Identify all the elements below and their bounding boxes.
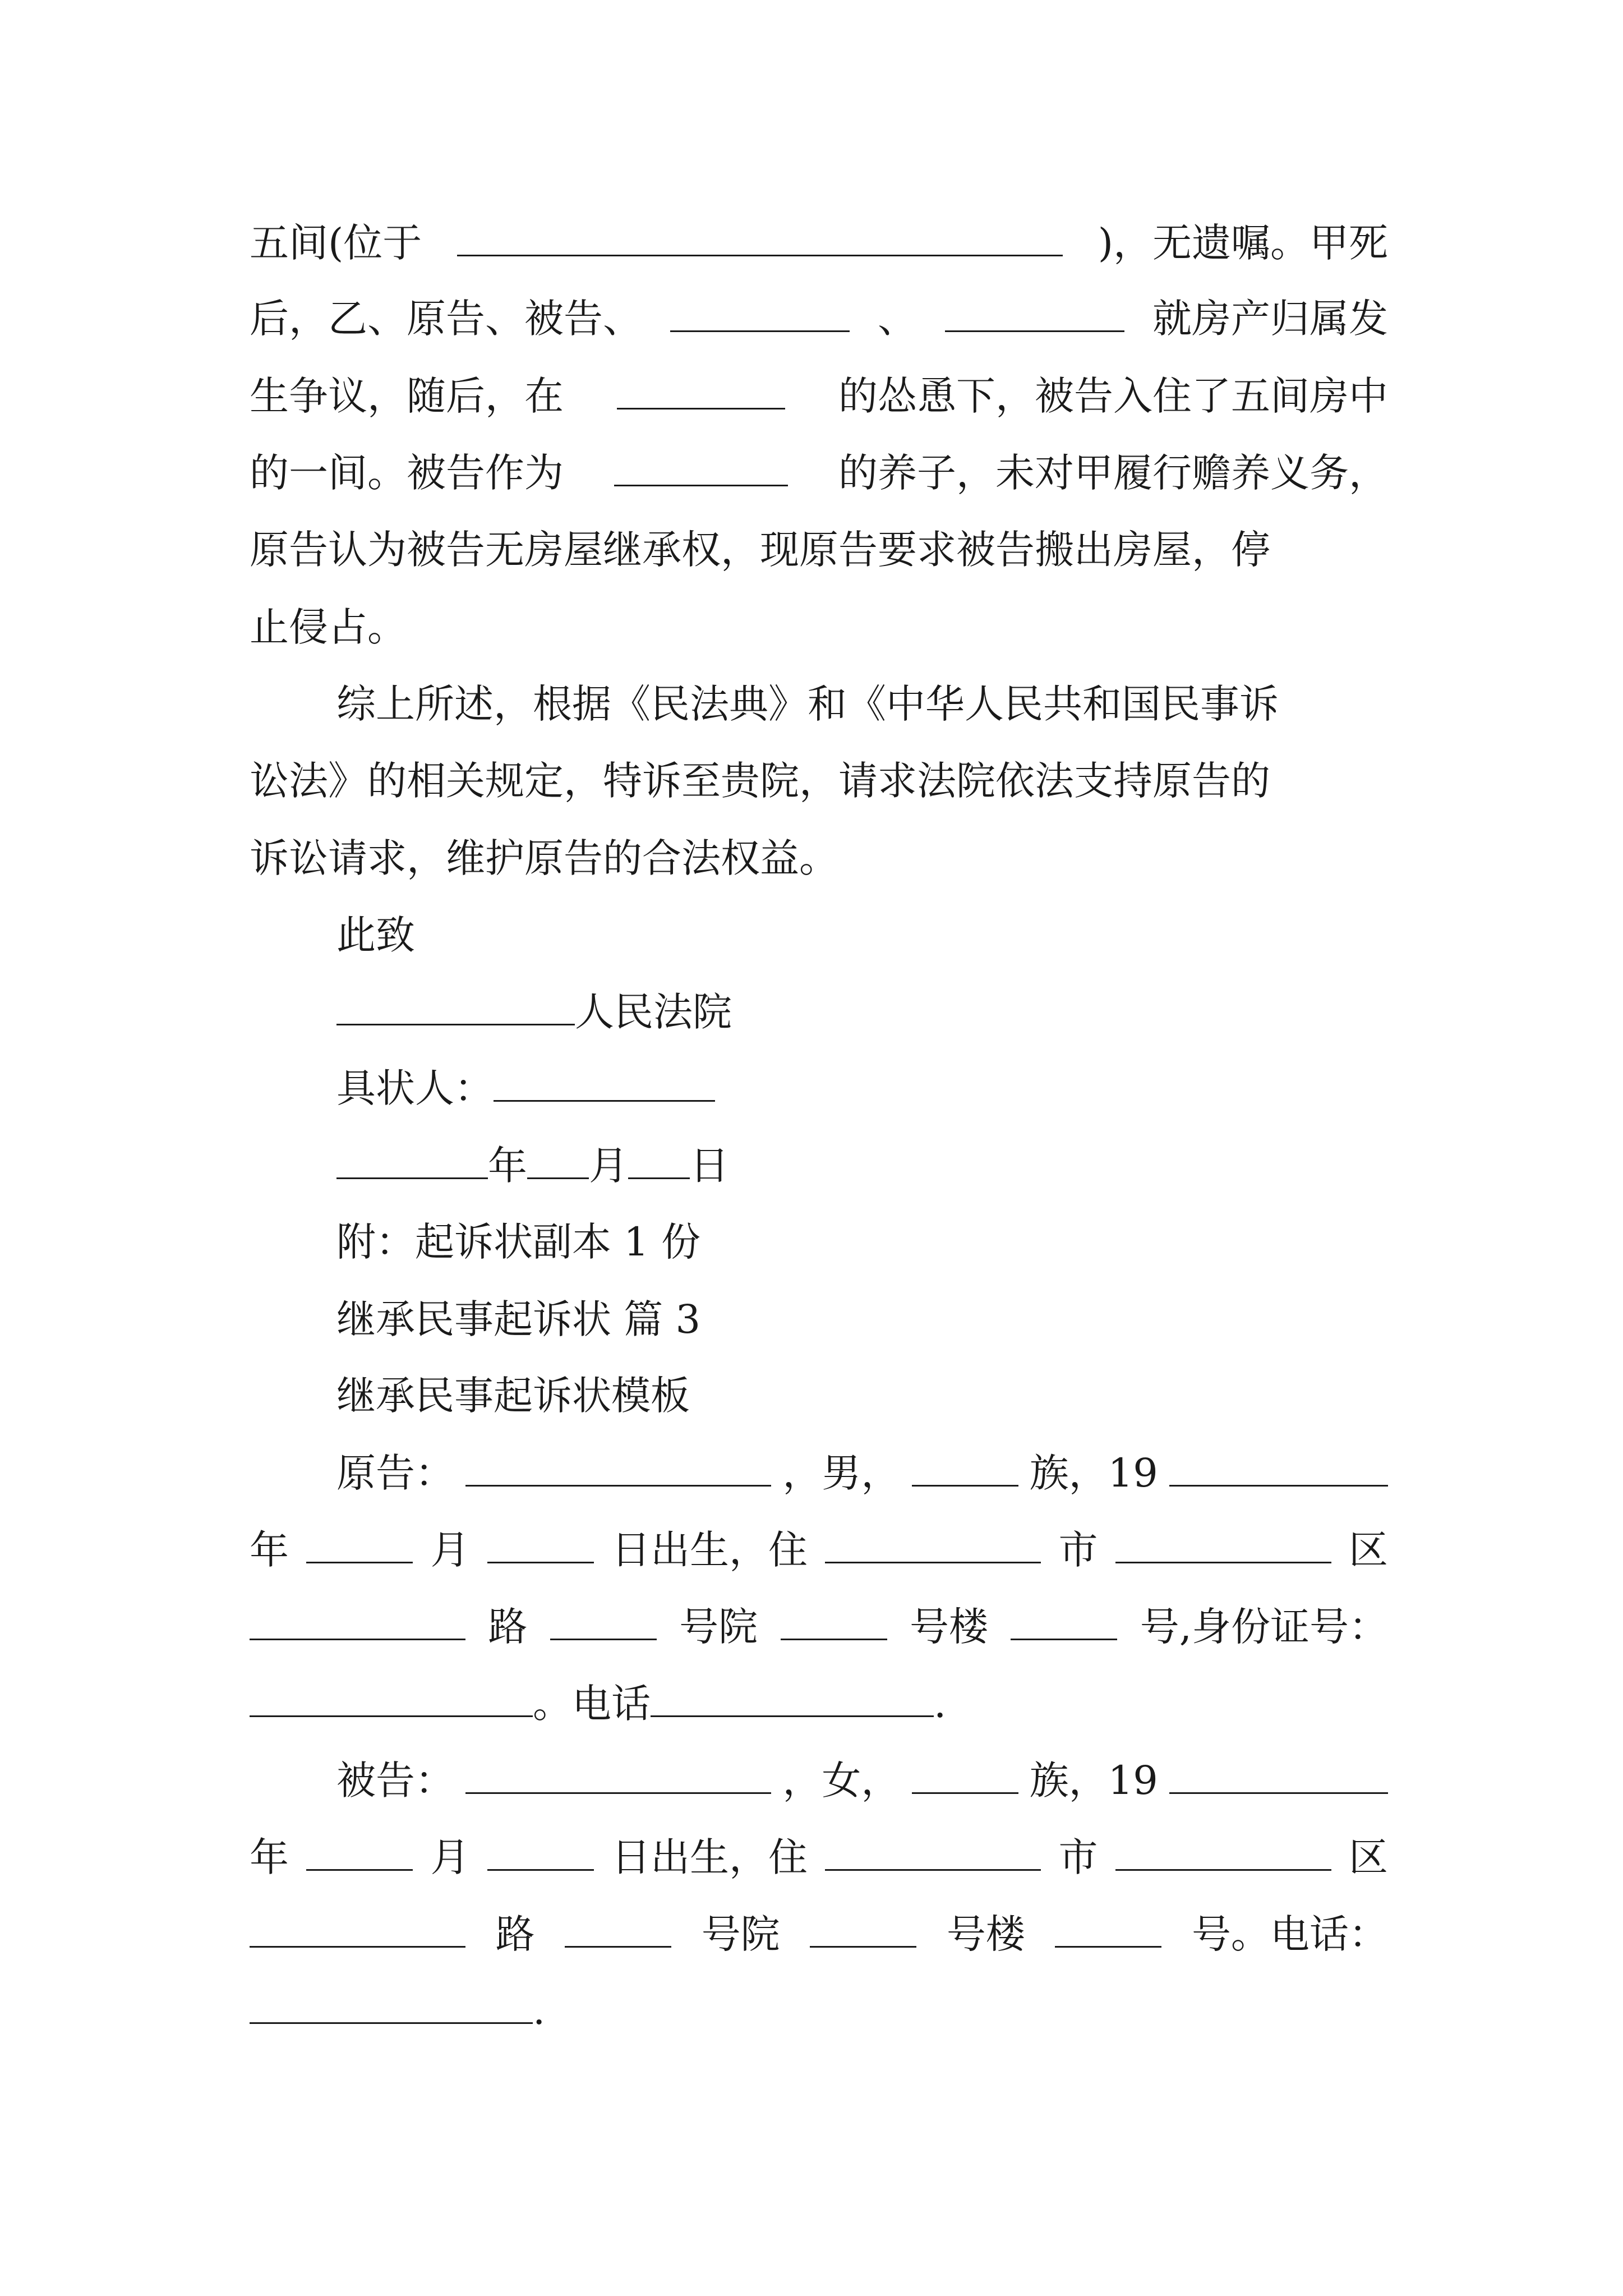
paragraph-line-6: 止侵占。 — [250, 604, 407, 650]
text-segment: 具状人： — [336, 1065, 494, 1111]
text-segment: 月 — [430, 1527, 470, 1573]
blank-plaintiff-birth-year — [1169, 1448, 1388, 1487]
text-segment: 生争议，随后，在 — [250, 373, 564, 419]
section-heading: 继承民事起诉状 篇 3 — [336, 1296, 701, 1342]
text-segment: )，无遗嘱。甲死 — [1098, 220, 1388, 266]
text-segment: 区 — [1349, 1527, 1388, 1573]
blank-signer — [494, 1063, 715, 1102]
text-segment: 日出生，住 — [611, 1834, 808, 1880]
text-segment: 后，乙、原告、被告、 — [250, 296, 642, 342]
text-segment: 、 — [878, 296, 917, 342]
text-segment: 日出生，住 — [611, 1527, 808, 1573]
blank-plaintiff-name — [465, 1448, 771, 1487]
text-segment: 路 — [495, 1911, 535, 1957]
text-segment: 号院 — [701, 1911, 780, 1957]
blank-plaintiff-ethnicity — [912, 1448, 1018, 1487]
paragraph-line-5: 原告认为被告无房屋继承权，现原告要求被告搬出房屋，停 — [250, 527, 1270, 573]
defendant-line-1 — [336, 1755, 1388, 1806]
attachment-line: 附：起诉状副本 1 份 — [336, 1219, 701, 1265]
text-segment: 被告： — [336, 1757, 454, 1803]
text-segment: 年 — [250, 1834, 289, 1880]
text-segment: 日 — [690, 1143, 729, 1189]
signer-line — [336, 1062, 1388, 1114]
blank-plaintiff-district — [1115, 1525, 1331, 1563]
blank-defendant-road — [250, 1909, 465, 1948]
text-segment: 就房产归属发 — [1152, 296, 1388, 342]
plaintiff-line-3 — [250, 1601, 1388, 1653]
salutation: 此致 — [336, 912, 415, 958]
text-segment: . — [533, 1987, 546, 2033]
blank-defendant-unit — [1055, 1909, 1161, 1948]
text-segment: 月 — [589, 1143, 628, 1189]
conclusion-line-1: 综上所述，根据《民法典》和《中华人民共和国民事诉 — [336, 681, 1279, 727]
blank-defendant-day — [487, 1832, 594, 1871]
blank-plaintiff-phone — [651, 1678, 934, 1717]
blank-adoptive-parent — [614, 448, 788, 486]
defendant-line-2 — [250, 1832, 1388, 1883]
text-segment: 五间(位于 — [250, 220, 422, 266]
date-line — [336, 1140, 1388, 1191]
text-segment: 月 — [430, 1834, 470, 1880]
blank-defendant-city — [825, 1832, 1041, 1871]
blank-defendant-month — [306, 1832, 413, 1871]
text-segment: 市 — [1058, 1527, 1098, 1573]
blank-party-1 — [670, 293, 850, 332]
text-segment: 路 — [488, 1604, 528, 1650]
text-segment: 号。电话： — [1191, 1911, 1388, 1957]
text-segment: . — [934, 1681, 947, 1727]
text-segment: 的一间。被告作为 — [250, 450, 564, 496]
blank-plaintiff-month — [306, 1525, 413, 1563]
blank-defendant-courtyard — [565, 1909, 671, 1948]
court-line — [336, 986, 1388, 1038]
blank-defendant-phone — [250, 1985, 533, 2024]
template-title: 继承民事起诉状模板 — [336, 1373, 690, 1419]
blank-plaintiff-unit — [1011, 1602, 1117, 1640]
blank-plaintiff-road — [250, 1602, 465, 1640]
blank-plaintiff-id — [250, 1678, 533, 1717]
blank-defendant-birth-year — [1169, 1755, 1388, 1794]
text-segment: 号,身份证号： — [1140, 1604, 1388, 1650]
text-segment: 人民法院 — [575, 989, 732, 1035]
text-segment: 的怂恿下，被告入住了五间房中 — [838, 373, 1388, 419]
text-segment: 号楼 — [946, 1911, 1025, 1957]
text-segment: ，女， — [782, 1757, 901, 1803]
blank-court-name — [336, 987, 575, 1025]
text-segment: 年 — [488, 1143, 527, 1189]
blank-plaintiff-courtyard — [550, 1602, 657, 1640]
blank-defendant-district — [1115, 1832, 1331, 1871]
blank-location — [457, 218, 1063, 256]
blank-defendant-ethnicity — [912, 1755, 1018, 1794]
text-segment: 号楼 — [909, 1604, 988, 1650]
blank-month — [527, 1140, 589, 1179]
blank-party-2 — [945, 293, 1124, 332]
text-segment: 原告： — [336, 1450, 454, 1496]
blank-instigator — [617, 371, 785, 409]
blank-defendant-name — [465, 1755, 771, 1794]
text-segment: 区 — [1349, 1834, 1388, 1880]
text-segment: 号院 — [679, 1604, 758, 1650]
text-segment: ，男， — [782, 1450, 901, 1496]
paragraph-line-1 — [250, 217, 1388, 269]
text-segment: 市 — [1058, 1834, 1098, 1880]
paragraph-line-2 — [250, 293, 1388, 344]
defendant-line-3 — [250, 1908, 1388, 1960]
conclusion-line-2: 讼法》的相关规定，特诉至贵院，请求法院依法支持原告的 — [250, 758, 1270, 804]
text-segment: 族，19 — [1029, 1757, 1158, 1803]
text-segment: 的养子，未对甲履行赡养义务， — [838, 450, 1388, 496]
conclusion-line-3: 诉讼请求，维护原告的合法权益。 — [250, 835, 838, 881]
blank-plaintiff-city — [825, 1525, 1041, 1563]
blank-plaintiff-building — [781, 1602, 887, 1640]
plaintiff-line-2 — [250, 1524, 1388, 1576]
paragraph-line-4 — [250, 447, 1388, 499]
blank-day — [628, 1140, 690, 1179]
text-segment: 族，19 — [1029, 1450, 1158, 1496]
blank-year — [336, 1140, 488, 1179]
plaintiff-line-4 — [250, 1678, 1388, 1729]
blank-plaintiff-day — [487, 1525, 594, 1563]
defendant-line-4 — [250, 1985, 1388, 2036]
paragraph-line-3 — [250, 370, 1388, 422]
blank-defendant-building — [810, 1909, 916, 1948]
plaintiff-line-1 — [336, 1447, 1388, 1499]
text-segment: 。电话 — [533, 1681, 651, 1727]
text-segment: 年 — [250, 1527, 289, 1573]
